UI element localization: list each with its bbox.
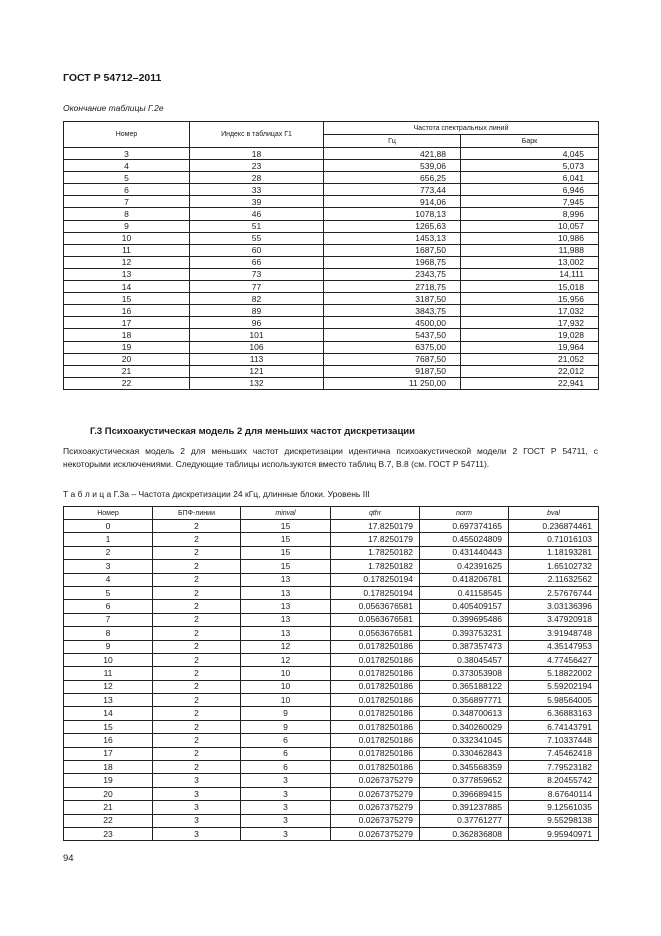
cell-bval: 4.77456427 (509, 653, 599, 666)
cell-fft-lines: 2 (153, 653, 241, 666)
table-row (64, 600, 599, 613)
cell-index: 82 (190, 293, 324, 305)
cell-number: 14 (64, 281, 190, 293)
cell-minval: 13 (241, 586, 331, 599)
cell-number: 0 (64, 520, 153, 533)
cell-number: 20 (64, 787, 153, 800)
section-heading: Г.3 Психоакустическая модель 2 для меньших частот дискретизации (90, 426, 415, 437)
table-row (64, 734, 599, 747)
cell-minval: 9 (241, 707, 331, 720)
table-row (64, 707, 599, 720)
cell-bark: 15,018 (461, 281, 599, 293)
cell-number: 11 (64, 667, 153, 680)
cell-hz: 3187,50 (324, 293, 461, 305)
cell-index: 23 (190, 160, 324, 172)
cell-bval: 5.98564005 (509, 694, 599, 707)
cell-norm: 0.365188122 (420, 680, 509, 693)
cell-fft-lines: 2 (153, 613, 241, 626)
cell-number: 16 (64, 734, 153, 747)
cell-index: 28 (190, 172, 324, 184)
cell-minval: 15 (241, 520, 331, 533)
cell-index: 33 (190, 184, 324, 196)
document-header: ГОСТ Р 54712–2011 (63, 72, 162, 84)
cell-minval: 15 (241, 533, 331, 546)
cell-number: 9 (64, 640, 153, 653)
cell-bark: 11,988 (461, 244, 599, 256)
table-row (64, 268, 599, 280)
cell-norm: 0.387357473 (420, 640, 509, 653)
table-row (64, 627, 599, 640)
cell-hz: 4500,00 (324, 317, 461, 329)
cell-number: 8 (64, 627, 153, 640)
cell-bark: 22,012 (461, 365, 599, 377)
table-row (64, 761, 599, 774)
cell-bark: 17,932 (461, 317, 599, 329)
cell-bval: 7.10337448 (509, 734, 599, 747)
cell-minval: 9 (241, 720, 331, 733)
table-row (64, 281, 599, 293)
cell-bval: 1.18193281 (509, 546, 599, 559)
cell-hz: 5437,50 (324, 329, 461, 341)
cell-qthr: 0.0178250186 (331, 747, 420, 760)
cell-bval: 3.91948748 (509, 627, 599, 640)
cell-index: 96 (190, 317, 324, 329)
cell-index: 121 (190, 365, 324, 377)
cell-qthr: 0.178250194 (331, 573, 420, 586)
cell-index: 77 (190, 281, 324, 293)
cell-fft-lines: 2 (153, 586, 241, 599)
cell-bark: 5,073 (461, 160, 599, 172)
cell-bval: 2.11632562 (509, 573, 599, 586)
cell-norm: 0.697374165 (420, 520, 509, 533)
cell-qthr: 0.0267375279 (331, 774, 420, 787)
cell-norm: 0.431440443 (420, 546, 509, 559)
table-row (64, 220, 599, 232)
cell-hz: 6375,00 (324, 341, 461, 353)
cell-number: 6 (64, 184, 190, 196)
header-number: Номер (64, 507, 153, 520)
cell-norm: 0.38045457 (420, 653, 509, 666)
table-row (64, 196, 599, 208)
cell-index: 60 (190, 244, 324, 256)
header-bark: Барк (461, 135, 599, 148)
table-row (64, 160, 599, 172)
table-row (64, 244, 599, 256)
cell-norm: 0.340260029 (420, 720, 509, 733)
table-row (64, 720, 599, 733)
cell-qthr: 1.78250182 (331, 546, 420, 559)
cell-qthr: 17.8250179 (331, 533, 420, 546)
cell-number: 21 (64, 801, 153, 814)
table-row (64, 546, 599, 559)
cell-bval: 3.47920918 (509, 613, 599, 626)
cell-hz: 914,06 (324, 196, 461, 208)
cell-fft-lines: 2 (153, 627, 241, 640)
table-row (64, 256, 599, 268)
cell-fft-lines: 2 (153, 680, 241, 693)
cell-bval: 6.74143791 (509, 720, 599, 733)
cell-minval: 3 (241, 827, 331, 840)
cell-bval: 9.55298138 (509, 814, 599, 827)
cell-index: 89 (190, 305, 324, 317)
psychoacoustic-table-body (64, 520, 599, 841)
cell-bval: 1.65102732 (509, 560, 599, 573)
cell-hz: 1265,63 (324, 220, 461, 232)
page-number: 94 (63, 853, 74, 864)
cell-index: 101 (190, 329, 324, 341)
cell-index: 132 (190, 377, 324, 389)
table-continuation-caption: Окончание таблицы Г.2е (63, 103, 164, 113)
cell-bark: 10,986 (461, 232, 599, 244)
table-row (64, 377, 599, 389)
table-row (64, 293, 599, 305)
table-row (64, 814, 599, 827)
cell-number: 3 (64, 148, 190, 160)
cell-bval: 4.35147953 (509, 640, 599, 653)
cell-bark: 10,057 (461, 220, 599, 232)
table-row (64, 533, 599, 546)
cell-qthr: 0.0178250186 (331, 680, 420, 693)
cell-hz: 1968,75 (324, 256, 461, 268)
cell-fft-lines: 2 (153, 573, 241, 586)
cell-norm: 0.356897771 (420, 694, 509, 707)
cell-number: 10 (64, 232, 190, 244)
table-row (64, 172, 599, 184)
cell-number: 15 (64, 293, 190, 305)
table-row (64, 586, 599, 599)
cell-norm: 0.399695486 (420, 613, 509, 626)
table-row (64, 365, 599, 377)
cell-qthr: 0.0563676581 (331, 627, 420, 640)
cell-hz: 9187,50 (324, 365, 461, 377)
cell-norm: 0.418206781 (420, 573, 509, 586)
cell-bval: 8.20455742 (509, 774, 599, 787)
cell-bval: 3.03136396 (509, 600, 599, 613)
table-row (64, 317, 599, 329)
cell-qthr: 0.0178250186 (331, 667, 420, 680)
cell-index: 73 (190, 268, 324, 280)
cell-hz: 2718,75 (324, 281, 461, 293)
table-row (64, 667, 599, 680)
cell-bark: 19,028 (461, 329, 599, 341)
cell-norm: 0.332341045 (420, 734, 509, 747)
cell-norm: 0.348700613 (420, 707, 509, 720)
cell-qthr: 0.0267375279 (331, 814, 420, 827)
spectral-lines-table-body (64, 148, 599, 390)
cell-norm: 0.42391625 (420, 560, 509, 573)
cell-fft-lines: 3 (153, 801, 241, 814)
cell-fft-lines: 3 (153, 814, 241, 827)
cell-fft-lines: 2 (153, 667, 241, 680)
cell-bval: 7.79523182 (509, 761, 599, 774)
cell-hz: 539,06 (324, 160, 461, 172)
cell-norm: 0.391237885 (420, 801, 509, 814)
cell-hz: 1078,13 (324, 208, 461, 220)
cell-fft-lines: 3 (153, 827, 241, 840)
cell-norm: 0.37761277 (420, 814, 509, 827)
table-row (64, 573, 599, 586)
cell-qthr: 0.0563676581 (331, 613, 420, 626)
cell-minval: 3 (241, 787, 331, 800)
cell-number: 22 (64, 377, 190, 389)
cell-qthr: 0.0267375279 (331, 801, 420, 814)
cell-qthr: 0.0178250186 (331, 720, 420, 733)
cell-number: 23 (64, 827, 153, 840)
cell-bval: 0.71016103 (509, 533, 599, 546)
table-row (64, 827, 599, 840)
cell-minval: 13 (241, 627, 331, 640)
cell-qthr: 0.0267375279 (331, 827, 420, 840)
cell-norm: 0.362836808 (420, 827, 509, 840)
cell-number: 8 (64, 208, 190, 220)
cell-index: 51 (190, 220, 324, 232)
cell-minval: 10 (241, 680, 331, 693)
cell-number: 9 (64, 220, 190, 232)
cell-fft-lines: 2 (153, 747, 241, 760)
cell-hz: 421,88 (324, 148, 461, 160)
cell-number: 3 (64, 560, 153, 573)
cell-fft-lines: 2 (153, 720, 241, 733)
cell-fft-lines: 2 (153, 707, 241, 720)
header-qthr: qthr (331, 507, 420, 520)
cell-number: 5 (64, 586, 153, 599)
cell-fft-lines: 2 (153, 533, 241, 546)
cell-number: 12 (64, 680, 153, 693)
cell-qthr: 0.0178250186 (331, 694, 420, 707)
cell-bval: 9.95940971 (509, 827, 599, 840)
cell-bark: 4,045 (461, 148, 599, 160)
cell-fft-lines: 2 (153, 761, 241, 774)
cell-number: 18 (64, 761, 153, 774)
cell-number: 14 (64, 707, 153, 720)
cell-bval: 0.236874461 (509, 520, 599, 533)
cell-index: 106 (190, 341, 324, 353)
cell-minval: 15 (241, 560, 331, 573)
table-row (64, 694, 599, 707)
cell-hz: 1453,13 (324, 232, 461, 244)
header-bval: bval (509, 507, 599, 520)
table-row (64, 747, 599, 760)
table-row (64, 353, 599, 365)
cell-number: 2 (64, 546, 153, 559)
cell-number: 1 (64, 533, 153, 546)
cell-minval: 12 (241, 653, 331, 666)
cell-fft-lines: 2 (153, 546, 241, 559)
cell-norm: 0.345568359 (420, 761, 509, 774)
cell-fft-lines: 2 (153, 560, 241, 573)
cell-number: 13 (64, 694, 153, 707)
cell-bval: 9.12561035 (509, 801, 599, 814)
cell-hz: 11 250,00 (324, 377, 461, 389)
cell-number: 18 (64, 329, 190, 341)
cell-minval: 13 (241, 600, 331, 613)
cell-norm: 0.455024809 (420, 533, 509, 546)
cell-bval: 6.36883163 (509, 707, 599, 720)
cell-bark: 14,111 (461, 268, 599, 280)
psychoacoustic-table (63, 506, 599, 841)
table-row (64, 640, 599, 653)
cell-minval: 13 (241, 613, 331, 626)
header-frequency: Частота спектральных линий (324, 122, 599, 135)
cell-hz: 773,44 (324, 184, 461, 196)
table-row (64, 560, 599, 573)
cell-bark: 6,041 (461, 172, 599, 184)
cell-qthr: 17.8250179 (331, 520, 420, 533)
cell-minval: 6 (241, 734, 331, 747)
cell-minval: 3 (241, 814, 331, 827)
cell-index: 113 (190, 353, 324, 365)
cell-qthr: 0.0563676581 (331, 600, 420, 613)
header-fft-lines: БПФ-линии (153, 507, 241, 520)
table-row (64, 774, 599, 787)
cell-number: 7 (64, 613, 153, 626)
table-row (64, 787, 599, 800)
cell-qthr: 0.0178250186 (331, 734, 420, 747)
cell-fft-lines: 2 (153, 600, 241, 613)
cell-hz: 3843,75 (324, 305, 461, 317)
table-row (64, 232, 599, 244)
cell-minval: 15 (241, 546, 331, 559)
cell-bark: 19,964 (461, 341, 599, 353)
cell-hz: 1687,50 (324, 244, 461, 256)
cell-bval: 8.67640114 (509, 787, 599, 800)
cell-number: 12 (64, 256, 190, 268)
cell-number: 13 (64, 268, 190, 280)
cell-hz: 7687,50 (324, 353, 461, 365)
spectral-lines-table (63, 121, 599, 390)
header-norm: norm (420, 507, 509, 520)
cell-norm: 0.41158545 (420, 586, 509, 599)
cell-fft-lines: 3 (153, 787, 241, 800)
cell-bark: 22,941 (461, 377, 599, 389)
table-row (64, 341, 599, 353)
cell-minval: 13 (241, 573, 331, 586)
cell-index: 46 (190, 208, 324, 220)
table-row (64, 148, 599, 160)
table-row (64, 613, 599, 626)
cell-index: 55 (190, 232, 324, 244)
section-paragraph: Психоакустическая модель 2 для меньших частот дискретизации идентична психоакустической модели 2 ГОСТ Р 54711, с некоторыми исключениями. Следующие таблицы используются вместо таблиц В.7, В.8 (см. ГОСТ Р 54711). (63, 446, 598, 469)
cell-minval: 10 (241, 667, 331, 680)
cell-minval: 6 (241, 747, 331, 760)
table-caption: Т а б л и ц а Г.3а – Частота дискретизации 24 кГц, длинные блоки. Уровень III (63, 489, 370, 499)
cell-fft-lines: 2 (153, 694, 241, 707)
cell-bval: 2.57676744 (509, 586, 599, 599)
cell-bark: 13,002 (461, 256, 599, 268)
table-row (64, 653, 599, 666)
cell-hz: 2343,75 (324, 268, 461, 280)
cell-hz: 656,25 (324, 172, 461, 184)
cell-index: 39 (190, 196, 324, 208)
header-number: Номер (64, 122, 190, 148)
cell-number: 17 (64, 317, 190, 329)
cell-bark: 8,996 (461, 208, 599, 220)
cell-number: 19 (64, 774, 153, 787)
header-minval: minval (241, 507, 331, 520)
cell-bark: 7,945 (461, 196, 599, 208)
cell-number: 20 (64, 353, 190, 365)
cell-minval: 6 (241, 761, 331, 774)
cell-norm: 0.373053908 (420, 667, 509, 680)
cell-qthr: 0.0178250186 (331, 707, 420, 720)
cell-norm: 0.393753231 (420, 627, 509, 640)
table-row (64, 305, 599, 317)
cell-number: 19 (64, 341, 190, 353)
cell-number: 21 (64, 365, 190, 377)
cell-number: 17 (64, 747, 153, 760)
cell-fft-lines: 2 (153, 734, 241, 747)
cell-qthr: 0.0178250186 (331, 761, 420, 774)
cell-number: 15 (64, 720, 153, 733)
table-row (64, 801, 599, 814)
cell-index: 18 (190, 148, 324, 160)
cell-number: 16 (64, 305, 190, 317)
cell-norm: 0.396689415 (420, 787, 509, 800)
header-index: Индекс в таблицах Г1 (190, 122, 324, 148)
cell-bval: 7.45462418 (509, 747, 599, 760)
cell-number: 7 (64, 196, 190, 208)
cell-number: 10 (64, 653, 153, 666)
table-row (64, 520, 599, 533)
cell-bark: 6,946 (461, 184, 599, 196)
cell-qthr: 0.178250194 (331, 586, 420, 599)
table-row (64, 184, 599, 196)
cell-bark: 15,956 (461, 293, 599, 305)
cell-number: 4 (64, 573, 153, 586)
cell-minval: 3 (241, 801, 331, 814)
header-hz: Гц (324, 135, 461, 148)
cell-fft-lines: 2 (153, 520, 241, 533)
cell-bval: 5.18822002 (509, 667, 599, 680)
cell-fft-lines: 3 (153, 774, 241, 787)
cell-bark: 17,032 (461, 305, 599, 317)
table-row (64, 680, 599, 693)
cell-minval: 12 (241, 640, 331, 653)
cell-number: 22 (64, 814, 153, 827)
cell-index: 66 (190, 256, 324, 268)
cell-norm: 0.405409157 (420, 600, 509, 613)
cell-bval: 5.59202194 (509, 680, 599, 693)
cell-fft-lines: 2 (153, 640, 241, 653)
cell-minval: 10 (241, 694, 331, 707)
cell-norm: 0.377859652 (420, 774, 509, 787)
cell-number: 6 (64, 600, 153, 613)
psychoacoustic-table-header (64, 507, 599, 520)
cell-qthr: 1.78250182 (331, 560, 420, 573)
cell-bark: 21,052 (461, 353, 599, 365)
cell-number: 5 (64, 172, 190, 184)
cell-number: 4 (64, 160, 190, 172)
table-row (64, 329, 599, 341)
cell-number: 11 (64, 244, 190, 256)
cell-qthr: 0.0267375279 (331, 787, 420, 800)
table-row (64, 208, 599, 220)
cell-qthr: 0.0178250186 (331, 653, 420, 666)
cell-norm: 0.330462843 (420, 747, 509, 760)
cell-minval: 3 (241, 774, 331, 787)
cell-qthr: 0.0178250186 (331, 640, 420, 653)
